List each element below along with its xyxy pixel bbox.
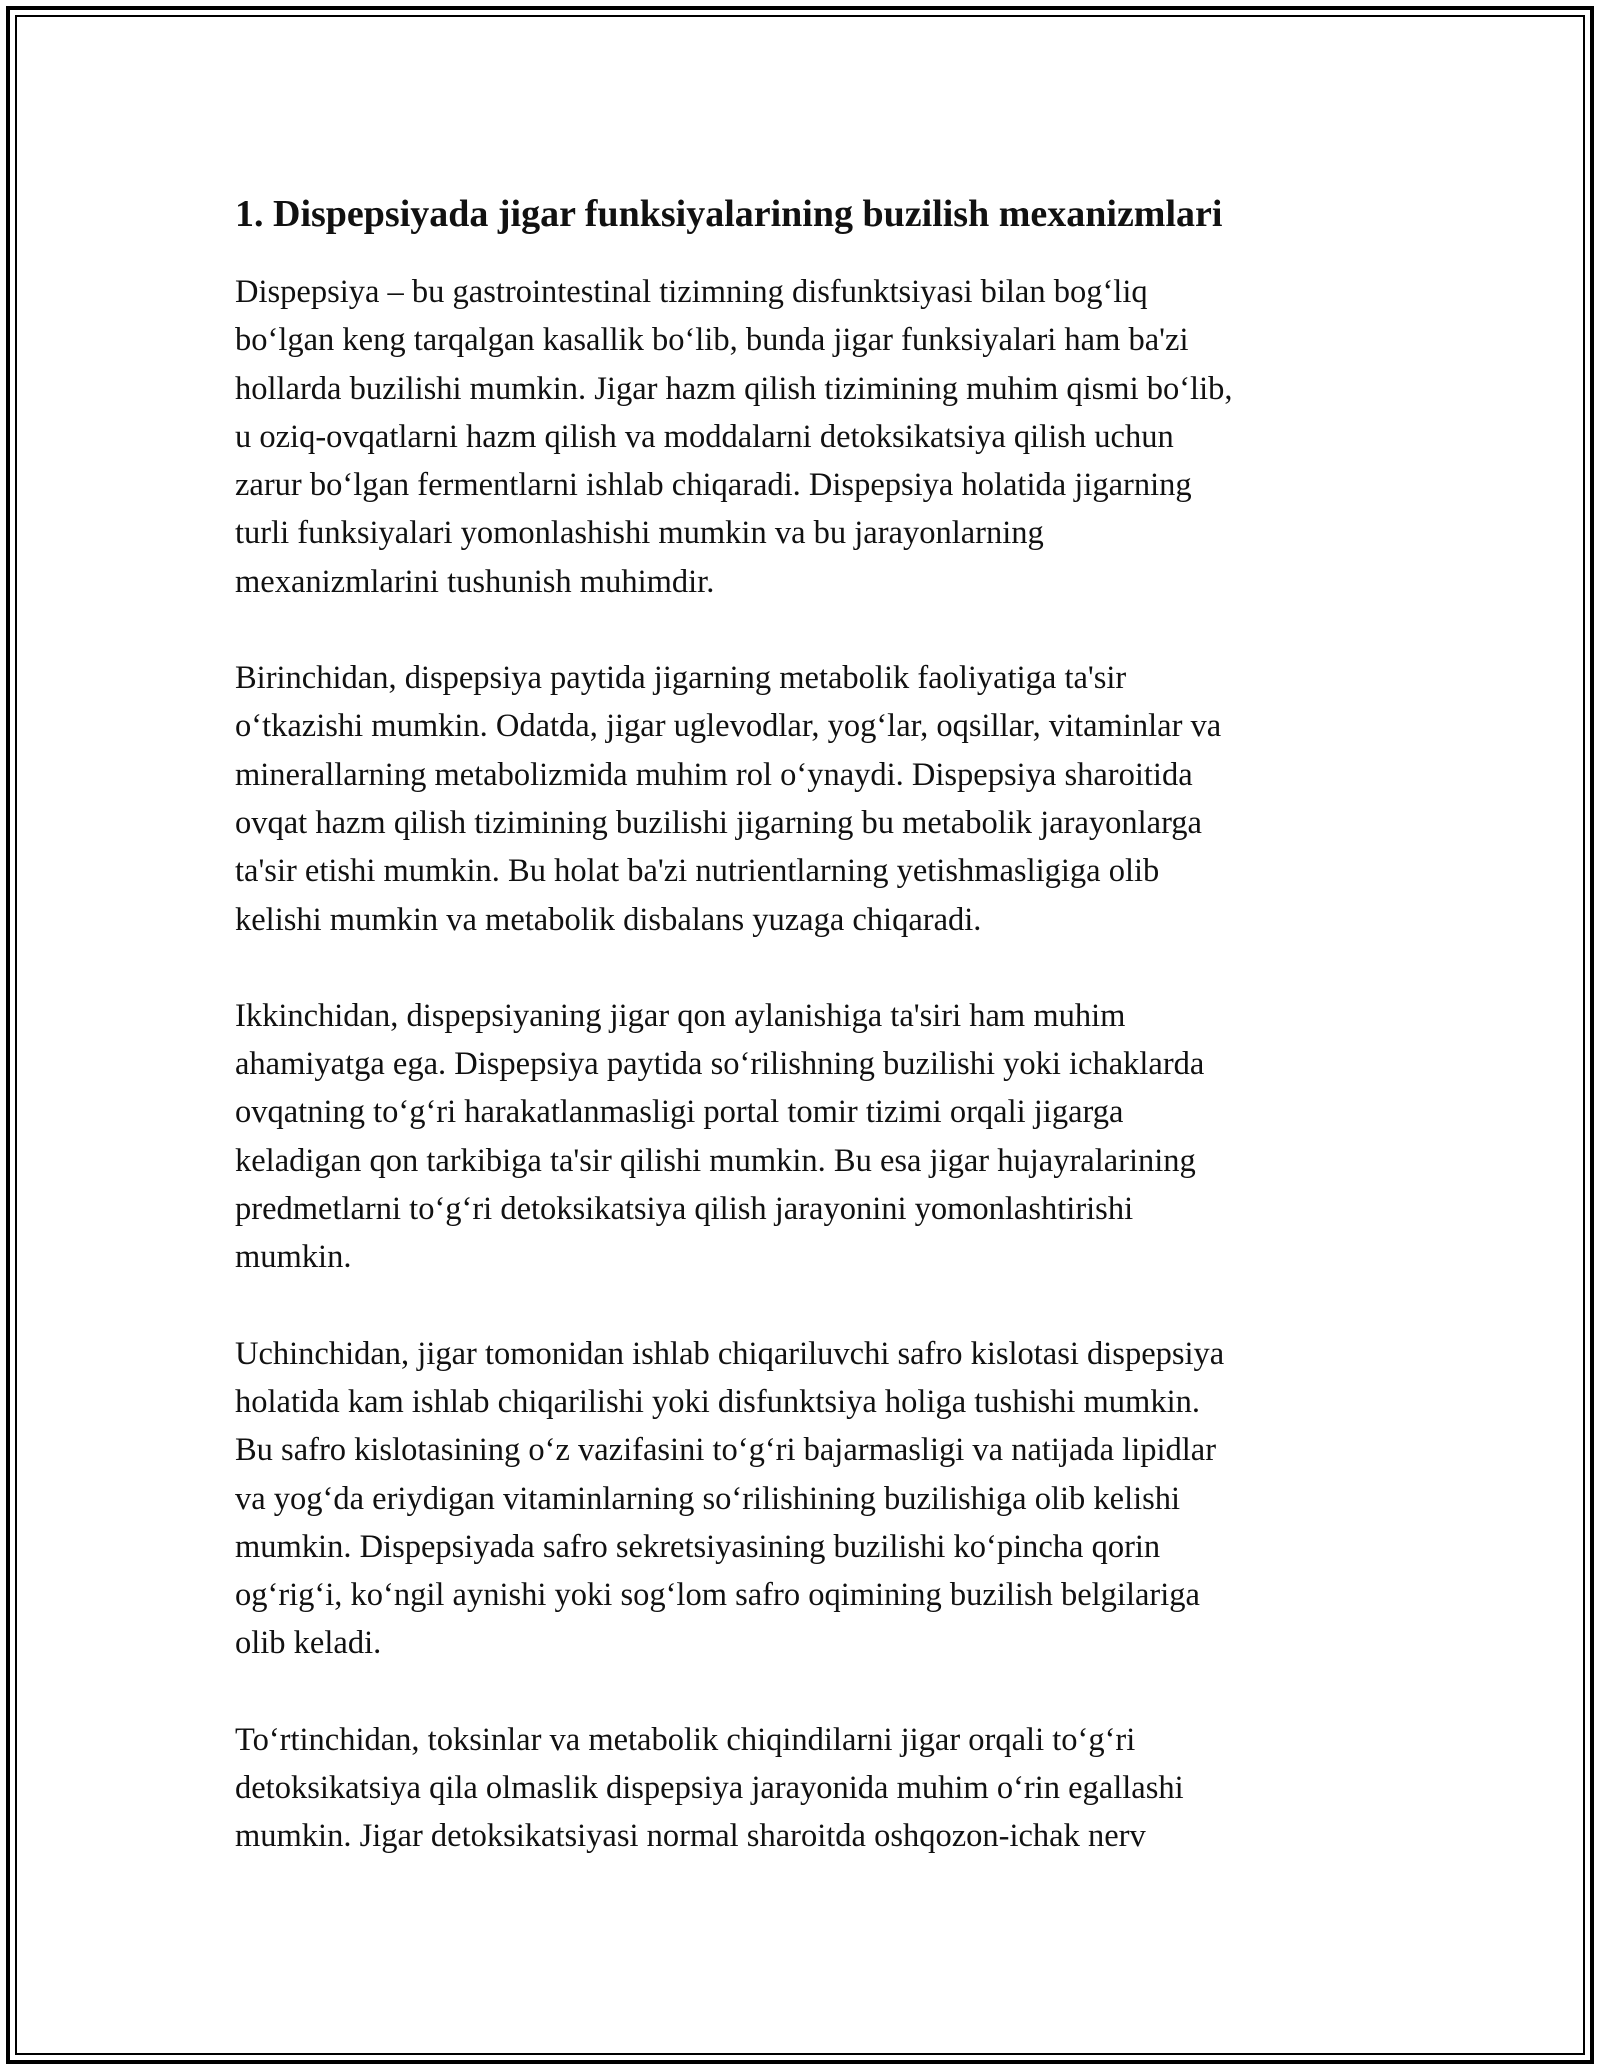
paragraph-line: og‘rig‘i, ko‘ngil aynishi yoki sog‘lom safro oqimining buzilish belgilariga xyxy=(235,1577,1200,1614)
paragraph-line: To‘rtinchidan, toksinlar va metabolik chiqindilarni jigar orqali to‘g‘ri xyxy=(235,1721,1136,1758)
paragraph-line: ovqat hazm qilish tizimining buzilishi jigarning bu metabolik jarayonlarga xyxy=(235,804,1202,841)
paragraph-line: mumkin. Dispepsiyada safro sekretsiyasining buzilishi ko‘pincha qorin xyxy=(235,1528,1161,1565)
paragraph-line: Uchinchidan, jigar tomonidan ishlab chiqariluvchi safro kislotasi dispepsiya xyxy=(235,1335,1225,1372)
paragraph xyxy=(235,654,1365,944)
paragraph-line: Birinchidan, dispepsiya paytida jigarning metabolik faoliyatiga ta'sir xyxy=(235,660,1127,697)
paragraph xyxy=(235,1716,1365,1861)
paragraph-line: minerallarning metabolizmida muhim rol o‘ynaydi. Dispepsiya sharoitida xyxy=(235,756,1193,793)
paragraph xyxy=(235,1330,1365,1668)
paragraph-line: olib keladi. xyxy=(235,1625,382,1662)
paragraph-line: ovqatning to‘g‘ri harakatlanmasligi portal tomir tizimi orqali jigarga xyxy=(235,1094,1124,1131)
paragraph xyxy=(235,992,1365,1282)
paragraph-line: detoksikatsiya qila olmaslik dispepsiya jarayonida muhim o‘rin egallashi xyxy=(235,1770,1184,1807)
paragraph-line: Ikkinchidan, dispepsiyaning jigar qon aylanishiga ta'siri ham muhim xyxy=(235,997,1126,1034)
paragraph-line: turli funksiyalari yomonlashishi mumkin va bu jarayonlarning xyxy=(235,515,1044,552)
section-heading: 1. Dispepsiyada jigar funksiyalarining buzilish mexanizmlari xyxy=(235,193,1223,235)
paragraph-line: ahamiyatga ega. Dispepsiya paytida so‘rilishning buzilishi yoki ichaklarda xyxy=(235,1046,1205,1083)
paragraph-line: predmetlarni to‘g‘ri detoksikatsiya qilish jarayonini yomonlashtirishi xyxy=(235,1191,1134,1228)
document-body xyxy=(235,186,1365,1909)
paragraph-line: va yog‘da eriydigan vitaminlarning so‘rilishining buzilishiga olib kelishi xyxy=(235,1480,1181,1517)
paragraph-line: hollarda buzilishi mumkin. Jigar hazm qilish tizimining muhim qismi bo‘lib, xyxy=(235,370,1233,407)
paragraph-line: mexanizmlarini tushunish muhimdir. xyxy=(235,563,715,600)
paragraph-line: mumkin. Jigar detoksikatsiyasi normal sharoitda oshqozon-ichak nerv xyxy=(235,1818,1146,1855)
paragraph-line: holatida kam ishlab chiqarilishi yoki disfunktsiya holiga tushishi mumkin. xyxy=(235,1383,1200,1420)
paragraph-line: keladigan qon tarkibiga ta'sir qilishi mumkin. Bu esa jigar hujayralarining xyxy=(235,1142,1196,1179)
paragraph-line: kelishi mumkin va metabolik disbalans yuzaga chiqaradi. xyxy=(235,901,982,938)
paragraph-line: mumkin. xyxy=(235,1239,352,1276)
paragraph xyxy=(235,268,1365,606)
paragraph-line: bo‘lgan keng tarqalgan kasallik bo‘lib, bunda jigar funksiyalari ham ba'zi xyxy=(235,322,1189,359)
paragraph-line: ta'sir etishi mumkin. Bu holat ba'zi nutrientlarning yetishmasligiga olib xyxy=(235,853,1160,890)
paragraph-line: zarur bo‘lgan fermentlarni ishlab chiqaradi. Dispepsiya holatida jigarning xyxy=(235,467,1192,504)
paragraph-line: Bu safro kislotasining o‘z vazifasini to‘g‘ri bajarmasligi va natijada lipidlar xyxy=(235,1432,1217,1469)
paragraph-line: o‘tkazishi mumkin. Odatda, jigar uglevodlar, yog‘lar, oqsillar, vitaminlar va xyxy=(235,708,1222,745)
paragraph-line: u oziq-ovqatlarni hazm qilish va moddalarni detoksikatsiya qilish uchun xyxy=(235,418,1174,455)
paragraph-list xyxy=(235,268,1365,1861)
paragraph-line: Dispepsiya – bu gastrointestinal tizimning disfunktsiyasi bilan bog‘liq xyxy=(235,274,1148,310)
